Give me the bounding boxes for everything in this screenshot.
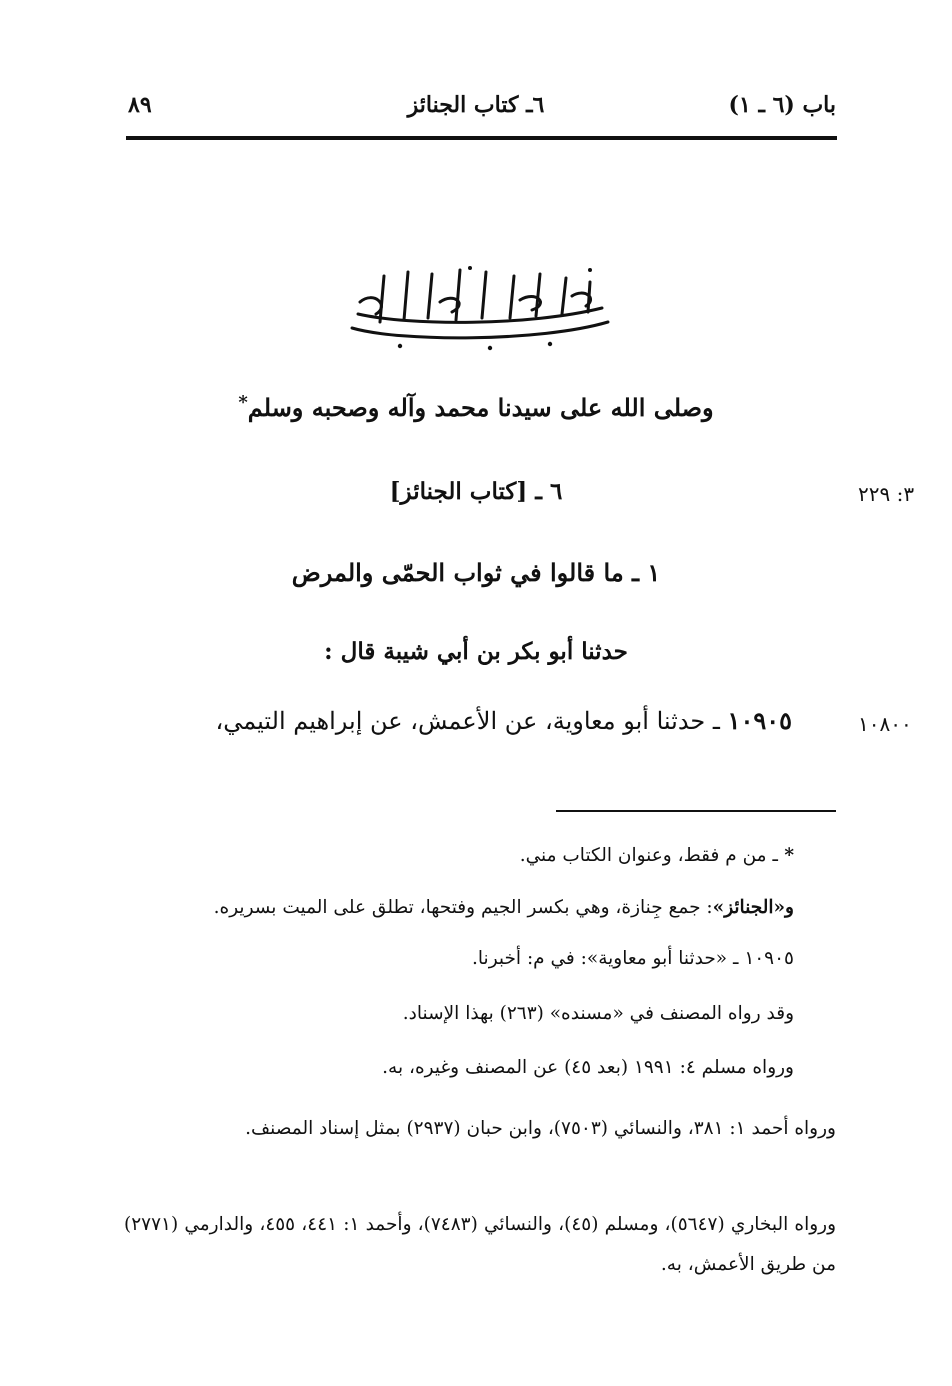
footnote-lead: و«الجنائز» (712, 897, 794, 918)
running-header-book-title: ٦ـ كتاب الجنائز (407, 92, 545, 118)
footnote (124, 1205, 836, 1285)
footnote-text: ورواه البخاري (٥٦٤٧)، ومسلم (٤٥)، والنسائي (٧٤٨٣)، وأحمد ١: ٤٤١، ٤٥٥، والدارمي (٢٧٧١) من طريق الأعمش، به. (124, 1214, 837, 1275)
hadith-line (216, 706, 792, 735)
isnad-intro: حدثنا أبو بكر بن أبي شيبة قال : (324, 638, 628, 665)
page-number: ٨٩ (128, 92, 152, 118)
footnote (124, 1110, 836, 1148)
footnote-text: ١٠٩٠٥ ـ «حدثنا أبو معاوية»: في م: أخبرنا. (472, 948, 794, 969)
footnote-text: وقد رواه المصنف في «مسنده» (٢٦٣) بهذا الإسناد. (402, 1003, 794, 1024)
footnote (382, 1057, 794, 1078)
footnote (472, 948, 794, 969)
footnote-text: ـ من م فقط، وعنوان الكتاب مني. (519, 845, 778, 866)
margin-reference-volume-page: ٣: ٢٢٩ (858, 482, 915, 506)
chapter-heading: ١ ـ ما قالوا في ثواب الحمّى والمرض (291, 558, 661, 587)
footnote-divider (556, 810, 836, 812)
hadith-text: ـ حدثنا أبو معاوية، عن الأعمش، عن إبراهيم التيمي، (215, 707, 728, 735)
book-heading: ٦ ـ [كتاب الجنائز] (389, 478, 563, 505)
footnote-text: ورواه أحمد ١: ٣٨١، والنسائي (٧٥٠٣)، وابن حبان (٢٩٣٧) بمثل إسناد المصنف. (245, 1118, 836, 1139)
footnote (403, 1003, 794, 1024)
header-divider (126, 136, 837, 140)
margin-reference-hadith: ١٠٨٠٠ (858, 712, 912, 736)
footnote-lead: * (777, 845, 794, 866)
basmala-calligraphy (340, 262, 620, 354)
salawat-footnote-marker: * (238, 392, 248, 413)
footnote (520, 845, 794, 866)
footnote-text: : جمع جِنازة، وهي بكسر الجيم وفتحها، تطلق على الميت بسريره. (213, 897, 713, 918)
basmala-calligraphy-graphic (340, 262, 620, 354)
footnote (214, 897, 794, 918)
footnote-text: ورواه مسلم ٤: ١٩٩١ (بعد ٤٥) عن المصنف وغيره، به. (382, 1057, 794, 1078)
salawat-text: وصلى الله على سيدنا محمد وآله وصحبه وسلم (247, 393, 714, 422)
running-header-chapter-range: باب (٦ ـ ١) (728, 92, 836, 118)
salawat-line (0, 392, 952, 422)
hadith-number: ١٠٩٠٥ (727, 706, 792, 735)
